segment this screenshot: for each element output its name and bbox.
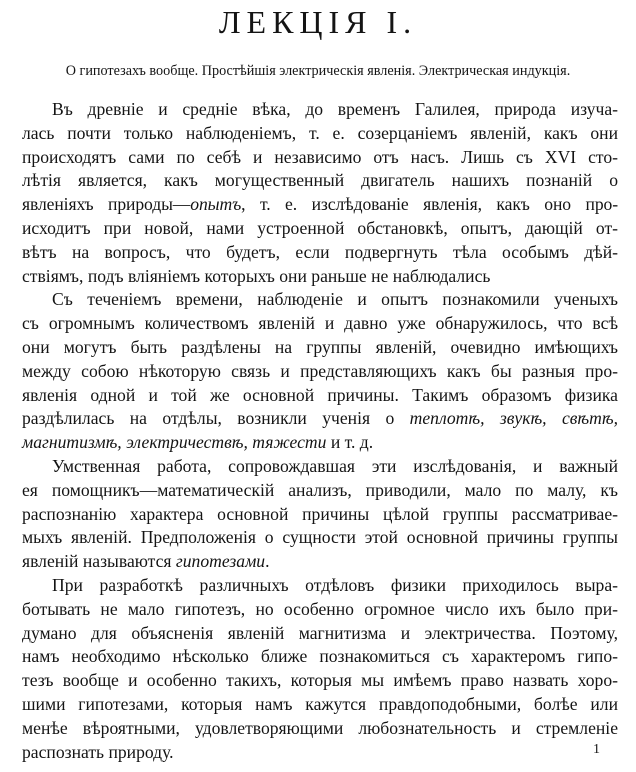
text-line (22, 741, 618, 765)
text-line (22, 169, 618, 193)
text-line (22, 217, 618, 241)
text-line (22, 455, 618, 479)
text-line (22, 98, 618, 122)
lecture-body (22, 98, 618, 764)
text-line (22, 241, 618, 265)
paragraph (22, 574, 618, 764)
page-number: 1 (593, 742, 600, 757)
text-line (22, 717, 618, 741)
text-line (22, 360, 618, 384)
text-run: съ огромнымъ количествомъ явленій и давно уже обнаружилось, что всѣ (22, 313, 618, 334)
text-run: намъ необходимо нѣсколько ближе познакомиться съ характеромъ гипо- (22, 646, 618, 667)
text-line (22, 312, 618, 336)
text-run: раздѣлилась на отдѣлы, возникли ученія о (22, 408, 410, 429)
text-run: шими гипотезами, которыя намъ кажутся правдоподобными, болѣе или (22, 693, 618, 714)
text-run: распознать природу. (22, 741, 174, 762)
text-run: вѣтъ на вопросъ, что будетъ, если подвергнуть тѣла особымъ дѣй- (22, 241, 618, 262)
italic-term: гипотезами (175, 551, 266, 572)
text-run: . (265, 551, 270, 572)
text-line (22, 384, 618, 408)
text-line (22, 574, 618, 598)
text-line (22, 193, 618, 217)
text-line (22, 479, 618, 503)
text-run: явленій называются (22, 551, 176, 572)
text-run: они могутъ быть раздѣлены на группы явленій, очевидно имѣющихъ (22, 336, 618, 357)
italic-term: опытъ (190, 194, 242, 215)
text-run: лѣтія является, какъ могущественный двигатель нашихъ познаній о (22, 170, 618, 191)
lecture-subtitle: О гипотезахъ вообще. Простѣйшія электрическія явленія. Электрическая индукція. (65, 63, 571, 79)
text-line (22, 288, 618, 312)
text-run: , т. е. изслѣдованіе явленія, какъ оно про- (241, 194, 618, 215)
text-run: ствіямъ, подъ вліяніемъ которыхъ они раньше не наблюдались (22, 265, 491, 286)
text-run: Съ теченіемъ времени, наблюденіе и опытъ познакомили ученыхъ (52, 289, 618, 310)
text-run: При разработкѣ различныхъ отдѣловъ физики приходилось выра- (52, 574, 618, 595)
text-run: исходитъ при новой, нами устроенной обстановкѣ, опытъ, дающій от- (22, 217, 618, 238)
text-run: тезъ вообще и особенно такихъ, которыя мы имѣемъ право назвать хоро- (22, 670, 618, 691)
text-run: между собою нѣкоторую связь и представляющихъ какъ бы разныя про- (22, 360, 618, 381)
text-run: происходятъ сами по себѣ и независимо отъ насъ. Лишь съ XVI сто- (22, 146, 618, 167)
text-line (22, 550, 618, 574)
text-line (22, 407, 618, 431)
text-line (22, 336, 618, 360)
text-run: Въ древніе и средніе вѣка, до временъ Галилея, природа изуча- (52, 99, 618, 119)
text-line (22, 265, 618, 289)
text-run: мыхъ явленій. Предположенія о сущности этой основной причины группы (22, 527, 618, 548)
text-run: явленія одной и той же основной причины. Такимъ образомъ физика (22, 384, 618, 405)
text-line (22, 598, 618, 622)
text-run: ботывать не мало гипотезъ, но особенно огромное число ихъ было при- (22, 598, 618, 619)
text-run: распознанію характера основной причины цѣлой группы рассматривае- (22, 503, 618, 524)
text-run: явленіяхъ природы— (22, 194, 191, 215)
text-run: и т. д. (326, 432, 374, 453)
text-line (22, 526, 618, 550)
italic-term: магнитизмѣ, электричествѣ, тяжести (22, 432, 327, 453)
text-run: менѣе вѣроятными, удовлетворяющими любознательность и стремленіе (22, 717, 618, 738)
italic-term: теплотѣ, звукѣ, свѣтѣ, (409, 408, 618, 429)
text-line (22, 622, 618, 646)
text-line (22, 431, 618, 455)
text-run: ея помощникъ—математическій анализъ, приводили, мало по малу, къ (22, 479, 618, 500)
text-line (22, 503, 618, 527)
text-line (22, 645, 618, 669)
text-run: Умственная работа, сопровождавшая эти изслѣдованія, и важный (52, 455, 618, 476)
paragraph (22, 98, 618, 288)
text-line (22, 122, 618, 146)
text-line (22, 693, 618, 717)
text-line (22, 669, 618, 693)
paragraph (22, 455, 618, 574)
text-line (22, 146, 618, 170)
text-run: лась почти только наблюденіемъ, т. е. созерцаніемъ явленій, какъ они (22, 122, 618, 143)
lecture-title: ЛЕКЦІЯ I. (218, 4, 418, 40)
text-run: думано для объясненія явленій магнитизма и электричества. Поэтому, (22, 622, 618, 643)
paragraph (22, 288, 618, 455)
